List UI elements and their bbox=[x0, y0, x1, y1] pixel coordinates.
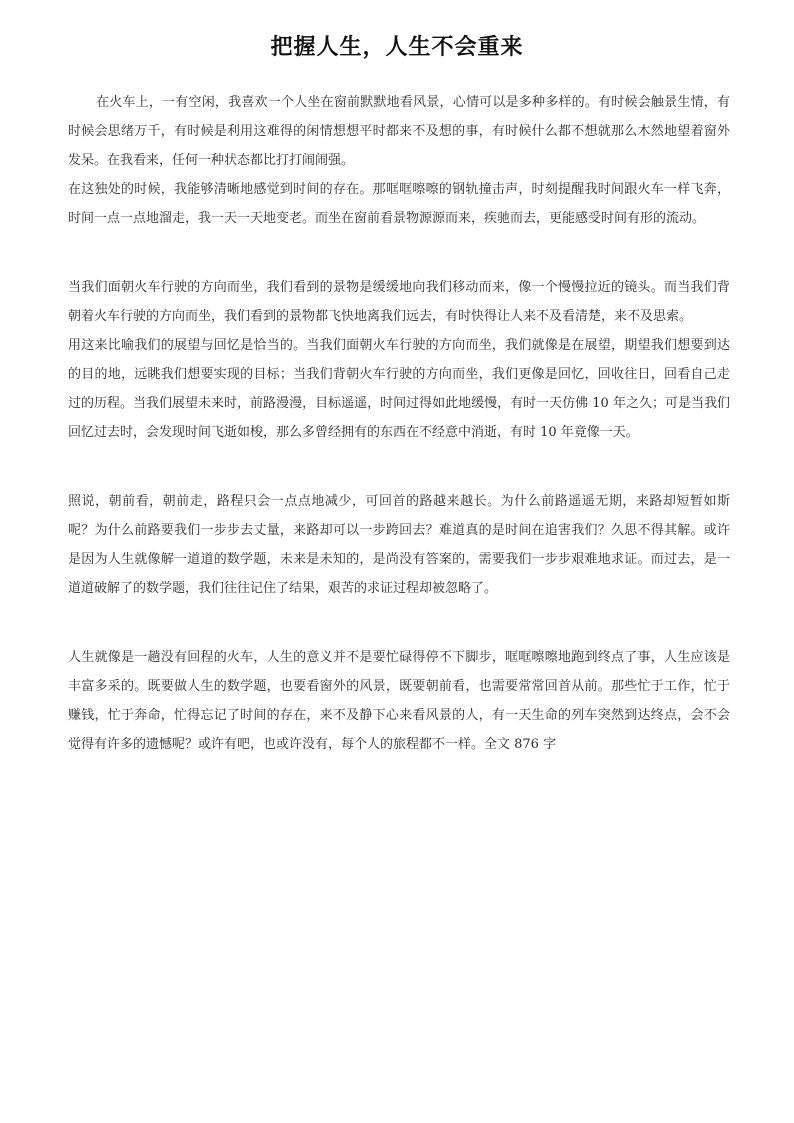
paragraph-2: 在这独处的时候，我能够清晰地感觉到时间的存在。那哐哐嚓嚓的钢轨撞击声，时刻提醒我时间跟火车一样飞奔，时间一点一点地溜走，我一天一天地变老。而坐在窗前看景物源源而来，疾驰而去，更能感受时间有形的流动。 bbox=[68, 182, 730, 226]
paragraph-gap bbox=[68, 603, 730, 643]
document-title: 把握人生，人生不会重来 bbox=[270, 35, 524, 60]
paragraph-gap bbox=[68, 447, 730, 487]
paragraph-6: 人生就像是一趟没有回程的火车，人生的意义并不是要忙碌得停不下脚步，哐哐嚓嚓地跑到终点了事，人生应该是丰富多采的。既要做人生的数学题，也要看窗外的风景，既要朝前看，也需要常常回首从前。那些忙于工作，忙于赚钱，忙于奔命，忙得忘记了时间的存在，来不及静下心来看风景的人，有一天生命的列车突然到达终点，会不会觉得有许多的遗憾呢？或许有吧，也或许没有，每个人的旅程都不一样。全文 876 字 bbox=[68, 650, 730, 752]
paragraph-gap bbox=[68, 233, 730, 273]
article-body bbox=[68, 88, 730, 759]
paragraph-1: 在火车上，一有空闲，我喜欢一个人坐在窗前默默地看风景，心情可以是多种多样的。有时候会触景生情，有时候会思绪万千，有时候是利用这难得的闲情想想平时都来不及想的事，有时候什么都不想就那么木然地望着窗外发呆。在我看来，任何一种状态都比打打闹闹强。 bbox=[68, 95, 730, 168]
paragraph-3: 当我们面朝火车行驶的方向而坐，我们看到的景物是缓缓地向我们移动而来，像一个慢慢拉近的镜头。而当我们背朝着火车行驶的方向而坐，我们看到的景物都飞快地离我们远去，有时快得让人来不及看清楚，来不及思索。 bbox=[68, 280, 730, 324]
paragraph-4: 用这来比喻我们的展望与回忆是恰当的。当我们面朝火车行驶的方向而坐，我们就像是在展望，期望我们想要到达的目的地，远眺我们想要实现的目标；当我们背朝火车行驶的方向而坐，我们更像是回忆，回收往日，回看自己走过的历程。当我们展望未来时，前路漫漫，目标遥遥，时间过得如此地缓慢，有时一天仿佛 10 年之久；可是当我们回忆过去时，会发现时间飞逝如梭，那么多曾经拥有的东西在不经意中消逝，有时 10 年竟像一天。 bbox=[68, 338, 730, 440]
paragraph-5: 照说，朝前看，朝前走，路程只会一点点地减少，可回首的路越来越长。为什么前路遥遥无期，来路却短暂如斯呢？为什么前路要我们一步步去丈量，来路却可以一步跨回去？难道真的是时间在追害我们？久思不得其解。或许是因为人生就像解一道道的数学题，未来是未知的，是尚没有答案的，需要我们一步步艰难地求证。而过去，是一道道破解了的数学题，我们往往记住了结果，艰苦的求证过程却被忽略了。 bbox=[68, 494, 730, 596]
